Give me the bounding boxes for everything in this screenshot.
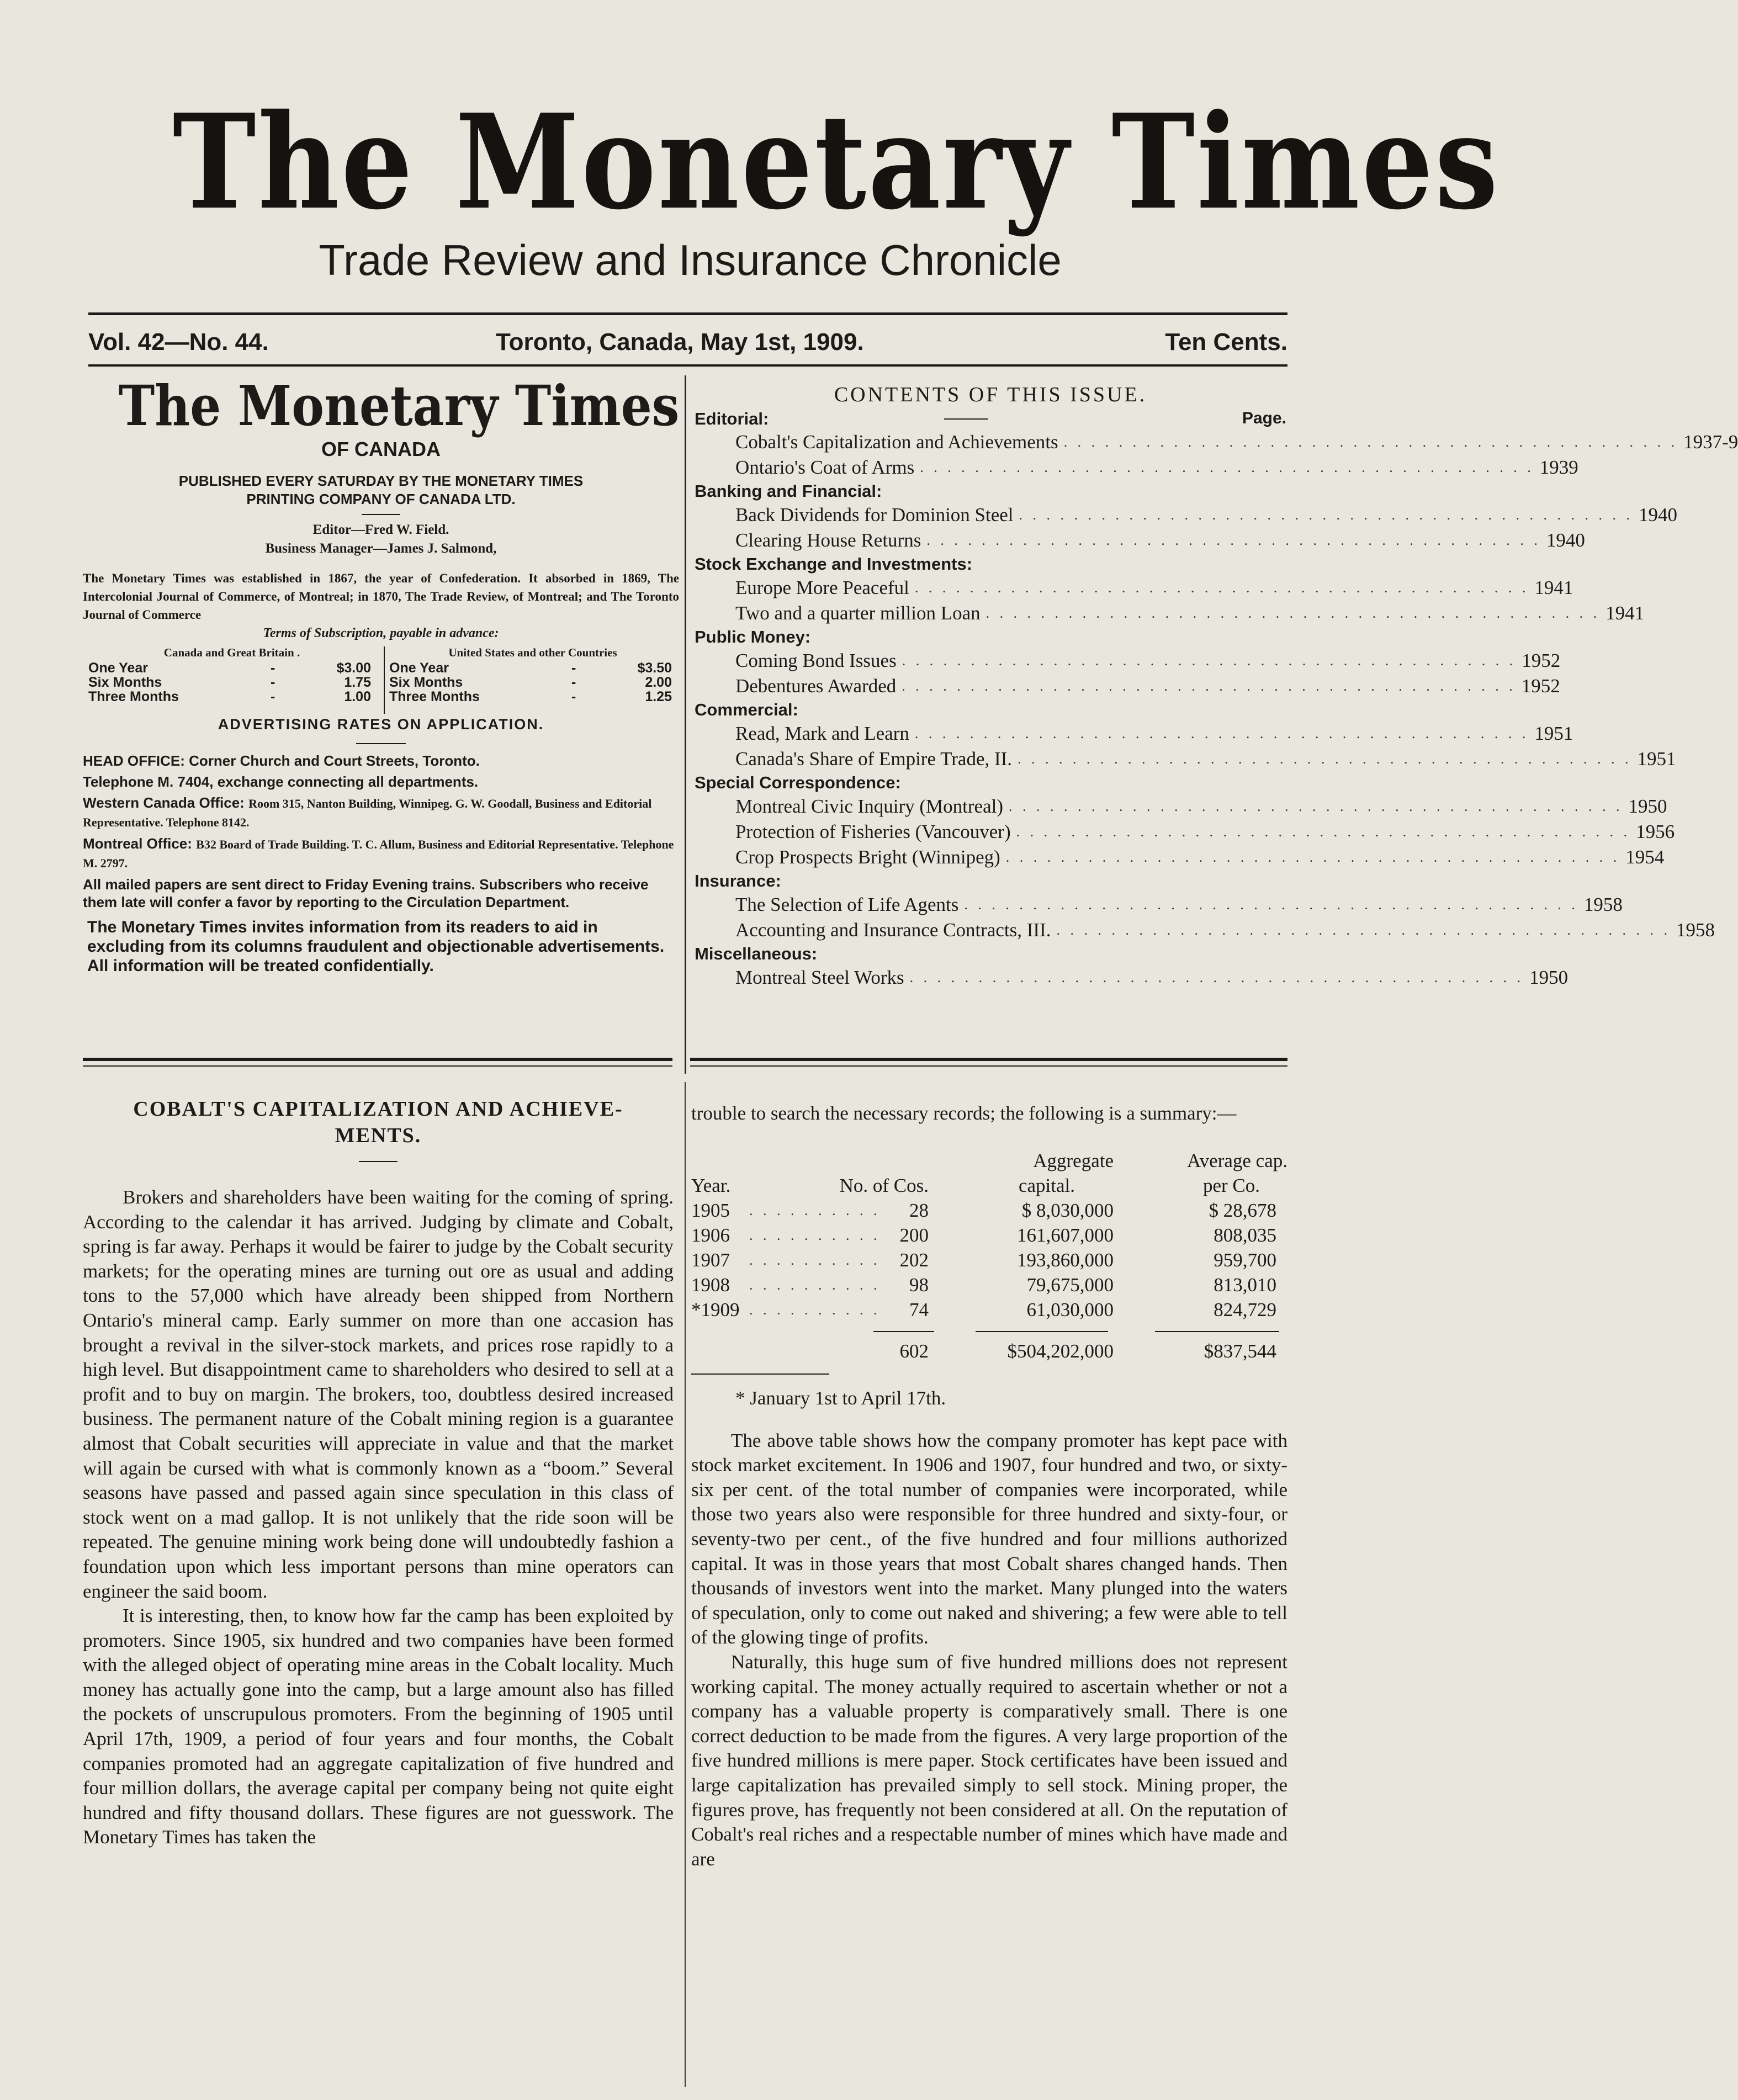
manager-line: Business Manager—James J. Salmond, — [265, 541, 497, 556]
column-divider — [685, 1082, 686, 2087]
contents-section-head — [695, 407, 1286, 429]
contents-entry[interactable]: The Selection of Life Agents . . . . . . . . . . . . . . . . . . . . . . . . . . . . . . . . . . . . . . . . . . . . . 1958 — [735, 894, 1623, 915]
head-office: HEAD OFFICE: Corner Church and Court Streets, Toronto. — [83, 752, 480, 769]
table-row: 1907 . . . . . . . . . . 202 193,860,000 959,700 — [691, 1249, 1276, 1271]
mailed-notice: All mailed papers are sent direct to Friday Evening trains. Subscribers who receive them late will confer a favor by reporting to the Circulation Department. — [83, 876, 649, 910]
table-header-cell: Aggregate — [1033, 1149, 1114, 1171]
divider — [976, 1331, 1108, 1332]
table-row: 1908 . . . . . . . . . . 98 79,675,000 813,010 — [691, 1274, 1276, 1296]
subscription-head-foreign: United States and other Countries — [448, 646, 617, 659]
cobalt-companies-table — [691, 1148, 1287, 1413]
table-total-rules — [691, 1322, 1287, 1339]
contents-page-label: Page. — [1242, 409, 1286, 427]
table-row: 1906 . . . . . . . . . . 200 161,607,000 808,035 — [691, 1224, 1276, 1246]
issue-place-date: Toronto, Canada, May 1st, 1909. — [496, 328, 864, 356]
table-header-cell: Year. — [691, 1174, 731, 1196]
contents-section-heading: Commercial: — [695, 700, 798, 719]
subscription-divider — [384, 646, 385, 714]
masthead-title: The Monetary Times — [172, 85, 1500, 238]
article-paragraph: Naturally, this huge sum of five hundred millions does not represent working capital. The money actually required to ascertain whether or not a company has a valuable property is comparatively small. There is one correct deduction to be made from the figures. A very large proportion of the five hundred millions is mere paper. Stock certificates have been issued and large capitalization has prevailed simply to sell stock. Mining proper, the figures prove, has frequently not been considered at all. On the reputation of Cobalt's real riches and a respectable number of mines which have made and are — [691, 1651, 1287, 1870]
table-header-cell: No. of Cos. — [839, 1174, 929, 1196]
masthead-rule-top — [88, 312, 1287, 315]
published-by-line-2: PRINTING COMPANY OF CANADA LTD. — [246, 491, 516, 507]
table-header-cell: capital. — [1018, 1174, 1075, 1196]
volume-number: Vol. 42—No. 44. — [88, 328, 269, 356]
masthead-rule-bottom — [88, 364, 1287, 367]
subscription-terms: Terms of Subscription, payable in advance: — [263, 626, 499, 640]
contents-section-heading: Insurance: — [695, 871, 781, 890]
subscription-row: Three Months - 1.00 — [88, 689, 371, 704]
article-paragraph: Brokers and shareholders have been waiting for the coming of spring. According to the calendar it has arrived. Judging by climate and Cobalt, spring is far away. Perhaps it would be fairer to judge by the Cobalt security markets; for the operating mines are turning out ore as usual and adding tons to the 57,000 which have already been shipped from Northern Ontario's mineral camp. Early summer on more than one accasion has brought a revival in the silver-stock markets, and prices rose rapidly to a high level. But disappointment came to shareholders who desired to sell at a profit and to buy on margin. The brokers, too, doubtless desired increased business. The permanent nature of the Cobalt mining region is a guarantee almost that Cobalt securities will appreciate in value and that the market will again be cursed with what is commonly known as a “boom.” Several seasons have passed and passed again since speculation in this class of stock went on a mad gallop. It is not unlikely that the ride soon will be repeated. The genuine mining work being done will undoubtedly fashion a foundation upon which less important persons than mine operators can engineer the said boom. — [83, 1186, 674, 1602]
table-header-row — [691, 1148, 1287, 1173]
contents-entry[interactable]: Ontario's Coat of Arms . . . . . . . . . . . . . . . . . . . . . . . . . . . . . . . . . . . . . . . . . . . . . 1939 — [735, 457, 1578, 478]
divider — [691, 1374, 829, 1375]
subscription-rates-canada — [88, 644, 375, 704]
publisher-subtitle: OF CANADA — [321, 438, 441, 460]
issue-price: Ten Cents. — [1165, 328, 1287, 356]
contents-entry[interactable]: Protection of Fisheries (Vancouver) . . . . . . . . . . . . . . . . . . . . . . . . . . . . . . . . . . . . . . . . . . . . . 1956 — [735, 821, 1675, 842]
invite-notice: The Monetary Times invites information from its readers to aid in excluding from its columns fraudulent and objectionable advertisements. All information will be treated confidentially. — [87, 918, 665, 975]
telephone-line: Telephone M. 7404, exchange connecting all departments. — [83, 773, 479, 790]
subscription-rates — [83, 644, 679, 716]
divider — [362, 514, 400, 515]
contents-title: CONTENTS OF THIS ISSUE. — [834, 383, 1147, 406]
masthead-subtitle: Trade Review and Insurance Chronicle — [319, 236, 1062, 284]
article-paragraph: It is interesting, then, to know how far the camp has been exploited by promoters. Since 1905, six hundred and two companies have been formed with the alleged object of operating mine areas in the Cobalt locality. Much money has actually gone into the camp, but a large amount also has filled the pockets of unscrupulous promoters. From the beginning of 1905 until April 17th, 1909, a period of four years and four months, the Cobalt companies promoted had an aggregate capitalization of five hundred and four million dollars, the average capital per company being not quite eight hundred and fifty thousand dollars. These figures are not guesswork. The Monetary Times has taken the — [83, 1605, 674, 1848]
article-headline-line-2: MENTS. — [335, 1124, 422, 1147]
publisher-history: The Monetary Times was established in 1867, the year of Confederation. It absorbed in 1869, The Intercolonial Journal of Commerce, of Montreal; in 1870, The Trade Review, of Montreal; and The Toronto Journal of Commerce — [83, 571, 679, 622]
contents-section-heading: Stock Exchange and Investments: — [695, 554, 973, 574]
subscription-row: One Year - $3.50 — [389, 660, 672, 676]
contents-entry[interactable]: Montreal Steel Works . . . . . . . . . . . . . . . . . . . . . . . . . . . . . . . . . . . . . . . . . . . . . 1950 — [735, 967, 1569, 988]
article-paragraph: trouble to search the necessary records; the following is a summary:— — [691, 1102, 1237, 1124]
contents-entry[interactable]: Coming Bond Issues . . . . . . . . . . . . . . . . . . . . . . . . . . . . . . . . . . . . . . . . . . . . . 1952 — [735, 650, 1561, 671]
section-rule-right — [690, 1058, 1287, 1061]
table-header-cell: per Co. — [1202, 1174, 1260, 1196]
contents-entry[interactable]: Clearing House Returns . . . . . . . . . . . . . . . . . . . . . . . . . . . . . . . . . . . . . . . . . . . . . 1940 — [735, 529, 1585, 551]
contents-entry[interactable]: Cobalt's Capitalization and Achievements . . . . . . . . . . . . . . . . . . . . . . . . . . . . . . . . . . . . . . . . . . . . . 1937-9 — [735, 431, 1738, 453]
section-rule-left — [83, 1058, 672, 1061]
article-paragraph: The above table shows how the company promoter has kept pace with stock market excitement. In 1906 and 1907, four hundred and two, or sixty-six per cent. of the total number of companies were incorporated, while those two years also were responsible for three hundred and sixty-four, or seventy-two per cent., of the five hundred and four millions authorized capital. It was in those years that most Cobalt shares changed hands. Then thousands of investors went into the market. Many plunged into the waters of speculation, only to come out naked and shivering; a few were able to tell of the glowing tinge of profits. — [691, 1429, 1287, 1648]
contents-entry[interactable]: Montreal Civic Inquiry (Montreal) . . . . . . . . . . . . . . . . . . . . . . . . . . . . . . . . . . . . . . . . . . . . . 1950 — [735, 796, 1667, 817]
western-office: Western Canada Office: Room 315, Nanton Building, Winnipeg. G. W. Goodall, Business and Editorial Representative. Telephone 8142. — [83, 794, 652, 829]
table-header-cell: Average cap. — [1186, 1149, 1287, 1171]
contents-box — [695, 382, 1738, 990]
subscription-row: Six Months - 1.75 — [88, 675, 371, 690]
contents-entry[interactable]: Read, Mark and Learn . . . . . . . . . . . . . . . . . . . . . . . . . . . . . . . . . . . . . . . . . . . . . 1951 — [735, 723, 1573, 744]
subscription-row: One Year - $3.00 — [88, 660, 371, 676]
contents-entry[interactable]: Debentures Awarded . . . . . . . . . . . . . . . . . . . . . . . . . . . . . . . . . . . . . . . . . . . . . 1952 — [735, 675, 1560, 697]
advertising-rates: ADVERTISING RATES ON APPLICATION. — [218, 716, 544, 733]
table-header-row — [691, 1173, 1287, 1198]
article-headline-line-1: COBALT'S CAPITALIZATION AND ACHIEVE- — [133, 1097, 623, 1121]
contents-entry[interactable]: Back Dividends for Dominion Steel . . . . . . . . . . . . . . . . . . . . . . . . . . . . . . . . . . . . . . . . . . . . . 1940 — [735, 504, 1678, 526]
column-divider — [685, 375, 686, 1074]
contents-section-heading: Public Money: — [695, 627, 811, 646]
subscription-row: Six Months - 2.00 — [389, 675, 672, 690]
article-column-right — [691, 1101, 1287, 1871]
table-row: *1909 . . . . . . . . . . 74 61,030,000 824,729 — [691, 1298, 1276, 1321]
contents-section-heading: Editorial: — [695, 409, 769, 428]
contents-entry[interactable]: Europe More Peaceful . . . . . . . . . . . . . . . . . . . . . . . . . . . . . . . . . . . . . . . . . . . . . 1941 — [735, 577, 1573, 598]
contents-entry[interactable]: Accounting and Insurance Contracts, III. . . . . . . . . . . . . . . . . . . . . . . . . . . . . . . . . . . . . . . . . . . . . . 1958 — [735, 919, 1715, 941]
publisher-box — [83, 373, 680, 975]
montreal-office: Montreal Office: B32 Board of Trade Building. T. C. Allum, Business and Editorial Representative. Telephone M. 2797. — [83, 835, 674, 870]
article-column-left — [83, 1096, 674, 1850]
editor-line: Editor—Fred W. Field. — [312, 522, 449, 537]
divider — [359, 1161, 398, 1162]
section-rule-left-thin — [83, 1065, 672, 1067]
divider — [356, 743, 406, 744]
contents-section-heading: Banking and Financial: — [695, 481, 882, 501]
divider — [944, 418, 988, 420]
section-rule-right-thin — [690, 1065, 1287, 1067]
subscription-rates-foreign — [389, 644, 676, 704]
contents-entry[interactable]: Crop Prospects Bright (Winnipeg) . . . . . . . . . . . . . . . . . . . . . . . . . . . . . . . . . . . . . . . . . . . . . 1954 — [735, 846, 1665, 868]
contents-section-heading: Miscellaneous: — [695, 944, 818, 963]
subscription-row: Three Months - 1.25 — [389, 689, 672, 704]
published-by-line-1: PUBLISHED EVERY SATURDAY BY THE MONETARY TIMES — [178, 473, 584, 489]
publisher-title: The Monetary Times — [118, 373, 680, 438]
divider — [873, 1331, 934, 1332]
contents-section-heading: Special Correspondence: — [695, 773, 901, 792]
table-total-row: 602 $504,202,000 $837,544 — [899, 1340, 1276, 1362]
contents-entry[interactable]: Canada's Share of Empire Trade, II. . . . . . . . . . . . . . . . . . . . . . . . . . . . . . . . . . . . . . . . . . . . . . 1951 — [735, 748, 1676, 770]
table-footnote: * January 1st to April 17th. — [735, 1387, 946, 1409]
issue-line — [88, 326, 1287, 359]
contents-entry[interactable]: Two and a quarter million Loan . . . . . . . . . . . . . . . . . . . . . . . . . . . . . . . . . . . . . . . . . . . . . 1941 — [735, 602, 1645, 624]
table-row: 1905 . . . . . . . . . . 28 $ 8,030,000 $ 28,678 — [691, 1199, 1276, 1221]
subscription-head-canada: Canada and Great Britain . — [163, 646, 300, 659]
divider — [1155, 1331, 1279, 1332]
